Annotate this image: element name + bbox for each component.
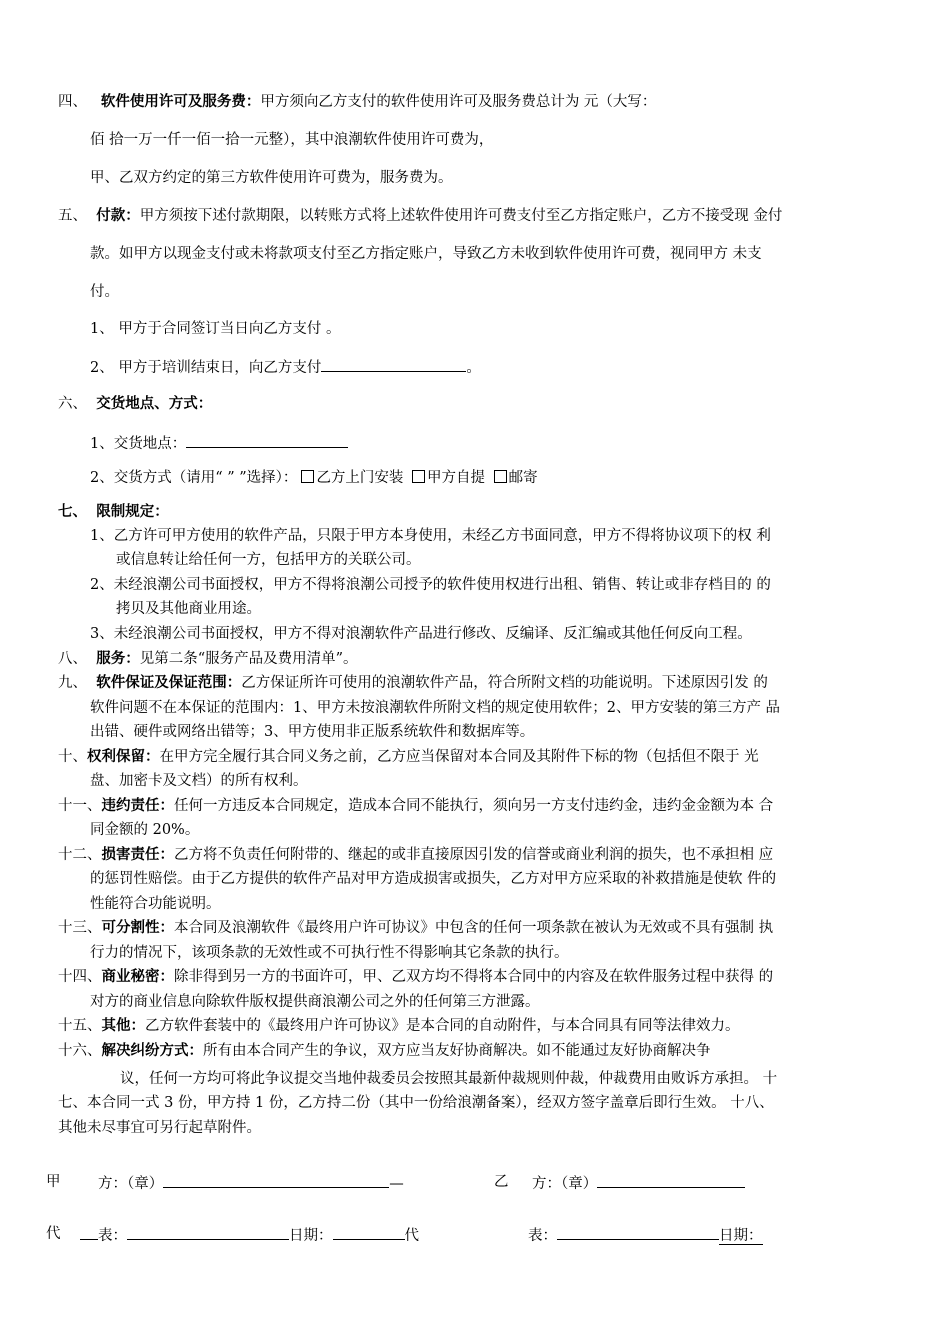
section-14-text-2: 对方的商业信息向除软件版权提供商浪潮公司之外的任何第三方泄露。 [90,994,540,1010]
section-10-line-1 [58,747,759,767]
section-6-item-1 [90,432,348,454]
checkbox-onsite[interactable] [301,470,314,483]
section-13-title: 可分割性： [101,919,174,936]
section-7-item-1a: 1、乙方许可甲方使用的软件产品，只限于甲方本身使用，未经乙方书面同意，甲方不得将协议项下的权 利 [90,528,771,544]
party-b-seal-blank[interactable] [597,1172,745,1188]
section-4-number: 四、 [58,94,87,110]
section-13-text-2: 行力的情况下，该项条款的无效性或不可执行性不得影响其它条款的执行。 [90,945,569,961]
section-15 [58,1016,740,1036]
section-4-title: 软件使用许可及服务费： [100,93,261,110]
delivery-place-label: 1、交货地点： [90,436,187,452]
section-6-line-1 [58,394,212,414]
section-5-item-1: 1、 甲方于合同签订当日向乙方支付 。 [90,321,341,337]
party-b-label: 乙 [494,1174,509,1190]
checkbox-mail[interactable] [494,470,507,483]
section-6-title: 交货地点、方式： [96,395,213,412]
section-9-text-3: 出错、硬件或网络出错等；3、甲方使用非正版系统软件和数据库等。 [90,724,535,740]
party-b-rep-label: 表： [528,1228,557,1244]
section-12-line-1 [58,845,773,865]
section-7-number: 七、 [58,503,87,520]
checkbox-self-pickup[interactable] [412,470,425,483]
section-8-number: 八、 [58,651,87,667]
section-10-text-1: 在甲方完全履行其合同义务之前，乙方应当保留对本合同及其附件下标的物（包括但不限于 光 [159,749,759,765]
section-9-title: 软件保证及保证范围： [96,674,242,691]
section-10-text-2: 盘、加密卡及文档）的所有权利。 [90,773,308,789]
section-5-item-2-end: 。 [466,360,481,376]
party-a-rep-row [80,1224,419,1246]
option-mail: 邮寄 [508,470,538,486]
party-a-seal-blank[interactable] [163,1172,389,1188]
section-7-item-2b: 拷贝及其他商业用途。 [116,601,261,617]
section-10-title: 权利保留： [87,748,160,765]
section-16-title: 解决纠纷方式： [101,1042,203,1059]
section-11-line-1 [58,796,773,816]
party-a-rep-pre-blank [80,1224,98,1240]
section-16-line-1 [58,1041,711,1061]
section-9-number: 九、 [58,675,87,691]
section-16-text-1: 所有由本合同产生的争议，双方应当友好协商解决。如不能通过友好协商解决争 [203,1043,711,1059]
section-16-text-2: 议，任何一方均可将此争议提交当地仲裁委员会按照其最新仲裁规则仲裁，仲裁费用由败诉方承担。 十 [120,1071,778,1087]
party-b-date-label: 日期： [719,1228,763,1244]
section-9-text-2: 软件问题不在本保证的范围内：1、甲方未按浪潮软件所附文档的规定使用软件；2、甲方安装的第三方产 品 [90,700,781,716]
section-5-text-2: 款。如甲方以现金支付或未将款项支付至乙方指定账户，导致乙方未收到软件使用许可费，视同甲方 未支 [90,246,762,262]
section-4-line-1 [58,92,656,112]
section-13-number: 十三、 [58,920,102,936]
section-15-number: 十五、 [58,1018,102,1034]
section-6-number: 六、 [58,396,87,412]
section-7-item-1b: 或信息转让给任何一方，包括甲方的关联公司。 [116,552,421,568]
party-b-rep-row [528,1224,763,1246]
section-7-line-1 [58,502,169,522]
section-5-line-1 [58,206,782,226]
section-13-line-1 [58,918,773,938]
section-11-number: 十一、 [58,798,102,814]
section-12-text-1: 乙方将不负责任何附带的、继起的或非直接原因引发的信誉或商业利润的损失，也不承担相 应 [174,847,774,863]
section-12-text-3: 性能符合功能说明。 [90,896,221,912]
party-b-rep-char: 代 [404,1228,419,1244]
section-14-number: 十四、 [58,969,102,985]
section-12-text-2: 的惩罚性赔偿。由于乙方提供的软件产品对甲方造成损害或损失，乙方对甲方应采取的补救措施是使软 件的 [90,871,777,887]
section-11-text-1: 任何一方违反本合同规定，造成本合同不能执行，须向另一方支付违约金，违约金金额为本 合 [174,798,774,814]
section-5-text-1: 甲方须按下述付款期限，以转账方式将上述软件使用许可费支付至乙方指定账户，乙方不接受现 金付 [139,208,783,224]
party-b-rep-blank[interactable] [557,1224,719,1240]
section-16-text-3: 七、本合同一式 3 份，甲方持 1 份，乙方持二份（其中一份给浪潮备案），经双方签字盖章后即行生效。 十八、 [58,1095,774,1111]
section-8-title: 服务： [96,650,140,667]
delivery-place-blank [186,432,348,448]
section-7-item-2a: 2、未经浪潮公司书面授权，甲方不得将浪潮公司授予的软件使用权进行出租、销售、转让或非存档目的 的 [90,577,771,593]
section-7-item-3: 3、未经浪潮公司书面授权，甲方不得对浪潮软件产品进行修改、反编译、反汇编或其他任何反向工程。 [90,626,752,642]
option-self-pickup: 甲方自提 [427,470,486,486]
section-16-number: 十六、 [58,1043,102,1059]
section-5-item-2 [90,356,481,378]
section-12-title: 损害责任： [101,846,174,863]
party-a-seal-label: 方：（章） [98,1176,164,1192]
section-12-number: 十二、 [58,847,102,863]
section-4-text-2: 佰 拾一万一仟一佰一拾一元整），其中浪潮软件使用许可费为， [90,132,494,148]
section-10-number: 十、 [58,749,87,765]
party-a-rep-label: 表： [98,1228,127,1244]
party-a-dash: — [389,1176,404,1192]
option-onsite: 乙方上门安装 [316,470,404,486]
section-11-text-2: 同金额的 20%。 [90,822,200,838]
section-14-text-1: 除非得到另一方的书面许可，甲、乙双方均不得将本合同中的内容及在软件服务过程中获得 的 [174,969,774,985]
party-a-rep-blank[interactable] [127,1224,289,1240]
party-a-label: 甲 [46,1174,61,1190]
party-a-rep-char: 代 [46,1226,61,1242]
section-4-text-3: 甲、乙双方约定的第三方软件使用许可费为，服务费为。 [90,170,453,186]
party-a-seal-row [98,1172,404,1194]
party-a-date-label: 日期： [289,1228,333,1244]
party-a-date-blank[interactable] [333,1224,405,1240]
party-b-seal-row [532,1172,745,1194]
section-4-text-1: 甲方须向乙方支付的软件使用许可及服务费总计为 元（大写： [260,94,657,110]
section-14-title: 商业秘密： [101,968,174,985]
section-15-title: 其他： [101,1017,145,1034]
section-5-number: 五、 [58,208,87,224]
section-15-text: 乙方软件套装中的《最终用户许可协议》是本合同的自动附件，与本合同具有同等法律效力。 [145,1018,740,1034]
section-8-text: 见第二条“服务产品及费用清单”。 [139,651,358,667]
payment-blank [321,356,466,372]
section-13-text-1: 本合同及浪潮软件《最终用户许可协议》中包含的任何一项条款在被认为无效或不具有强制 执 [174,920,774,936]
section-9-text-1: 乙方保证所许可使用的浪潮软件产品，符合所附文档的功能说明。下述原因引发 的 [241,675,768,691]
section-9-line-1 [58,673,768,693]
section-7-title: 限制规定： [96,503,169,520]
section-16-text-4: 其他未尽事宜可另行起草附件。 [58,1120,261,1136]
delivery-method-label: 2、交货方式（请用“ ” ”选择）： [90,470,298,486]
section-5-text-3: 付。 [90,284,119,300]
section-14-line-1 [58,967,773,987]
party-b-seal-label: 方：（章） [532,1176,598,1192]
section-11-title: 违约责任： [101,797,174,814]
section-5-title: 付款： [96,207,140,224]
section-5-item-2-text: 2、 甲方于培训结束日，向乙方支付 [90,360,322,376]
section-8 [58,649,358,669]
section-6-item-2 [90,468,538,488]
